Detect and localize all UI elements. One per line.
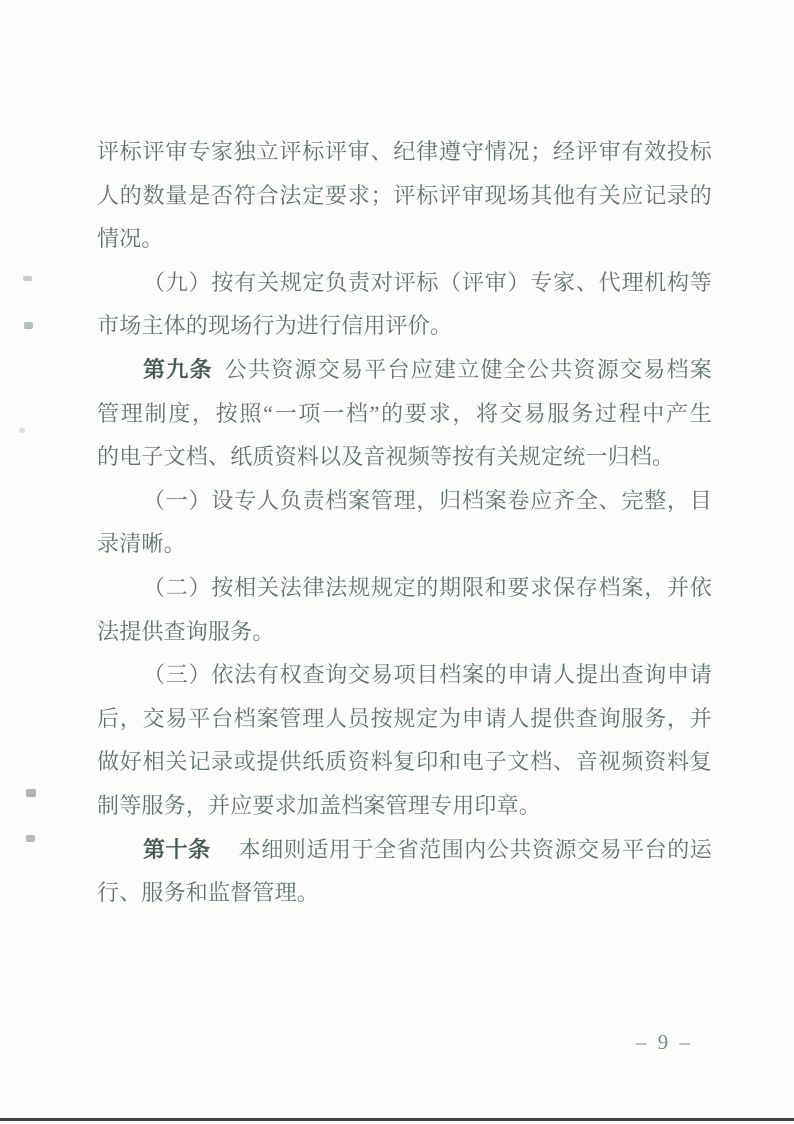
text-line <box>97 479 712 523</box>
text-line <box>97 828 712 872</box>
line-text: 做好相关记录或提供纸质资料复印和电子文档、音视频资料复 <box>97 749 712 775</box>
line-text: 行、服务和监督管理。 <box>97 880 320 906</box>
text-line <box>97 610 712 654</box>
text-line <box>97 435 712 479</box>
line-text: 人的数量是否符合法定要求；评标评审现场其他有关应记录的 <box>97 182 712 208</box>
line-text: 的电子文档、纸质资料以及音视频等按有关规定统一归档。 <box>97 444 675 470</box>
text-line <box>97 348 712 392</box>
article-number: 第十条 <box>143 836 211 862</box>
scan-speck <box>23 276 32 281</box>
document-body <box>97 130 712 915</box>
text-line <box>97 566 712 610</box>
text-line <box>97 261 712 305</box>
line-text: 情况。 <box>97 226 164 252</box>
article-number: 第九条 <box>143 356 213 382</box>
text-line <box>97 697 712 741</box>
text-line <box>97 871 712 915</box>
line-text: 法提供查询服务。 <box>97 618 275 644</box>
text-line <box>97 217 712 261</box>
text-line <box>97 522 712 566</box>
scan-speck <box>26 789 36 797</box>
scan-speck <box>26 835 35 842</box>
text-line <box>97 392 712 436</box>
text-line <box>97 304 712 348</box>
scan-speck <box>19 428 25 433</box>
line-text: 本细则适用于全省范围内公共资源交易平台的运 <box>238 836 712 862</box>
line-text: 评标评审专家独立评标评审、纪律遵守情况；经评审有效投标 <box>97 139 712 164</box>
line-text: 管理制度，按照“一项一档”的要求，将交易服务过程中产生 <box>97 400 712 426</box>
page-number: – 9 – <box>636 1030 693 1054</box>
line-text: （二）按相关法律法规规定的期限和要求保存档案，并依 <box>143 574 712 600</box>
line-text: （九）按有关规定负责对评标（评审）专家、代理机构等 <box>143 269 712 295</box>
line-text: （一）设专人负责档案管理，归档案卷应齐全、完整，目 <box>143 487 712 513</box>
scan-speck <box>24 322 33 329</box>
line-text: 市场主体的现场行为进行信用评价。 <box>97 313 453 339</box>
line-text: 制等服务，并应要求加盖档案管理专用印章。 <box>97 792 542 818</box>
text-line <box>97 740 712 784</box>
text-line <box>97 653 712 697</box>
text-line <box>97 784 712 828</box>
line-text: （三）依法有权查询交易项目档案的申请人提出查询申请 <box>143 662 712 688</box>
line-text: 录清晰。 <box>97 531 186 557</box>
text-line <box>97 174 712 218</box>
line-text: 公共资源交易平台应建立健全公共资源交易档案 <box>224 356 712 382</box>
scan-edge-artifact <box>0 1118 794 1121</box>
line-text: 后，交易平台档案管理人员按规定为申请人提供查询服务，并 <box>97 705 712 731</box>
text-line <box>97 130 712 174</box>
